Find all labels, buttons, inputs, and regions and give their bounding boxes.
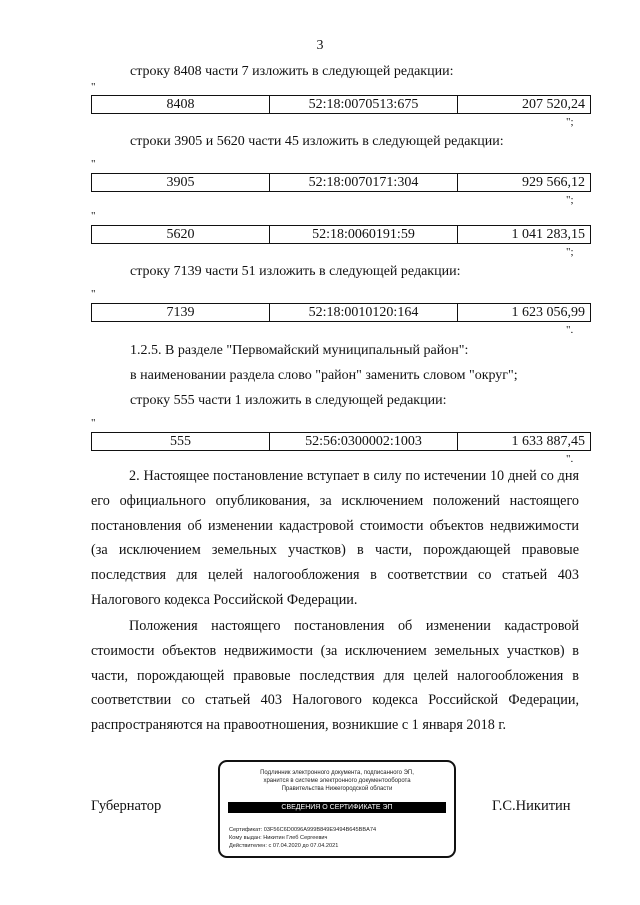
cadastral-number: 52:18:0060191:59 [270, 226, 458, 244]
open-quote: " [91, 210, 96, 222]
signatory-position: Губернатор [91, 798, 162, 814]
open-quote: " [91, 81, 96, 93]
cadastral-value: 929 566,12 [458, 174, 591, 192]
cadastral-value: 207 520,24 [458, 96, 591, 114]
e-signature-stamp [218, 760, 456, 858]
cadastral-number: 52:18:0010120:164 [270, 304, 458, 322]
cadastral-value: 1 041 283,15 [458, 226, 591, 244]
stamp-issued-to: Кому выдан: Никитин Глеб Сергеевич [229, 835, 328, 841]
instruction-8408: строку 8408 части 7 изложить в следующей редакции: [130, 64, 454, 79]
stamp-valid: Действителен: с 07.04.2020 до 07.04.2021 [229, 843, 339, 849]
row-number: 555 [92, 433, 270, 451]
stamp-line-3: Правительства Нижегородской области [281, 786, 393, 792]
table-row [91, 95, 591, 114]
paragraph-3 [91, 614, 579, 738]
close-quote: "; [566, 194, 574, 206]
cadastral-number: 52:18:0070513:675 [270, 96, 458, 114]
table-row [91, 432, 591, 451]
instruction-7139: строку 7139 части 51 изложить в следующей редакции: [130, 264, 461, 279]
stamp-title: СВЕДЕНИЯ О СЕРТИФИКАТЕ ЭП [228, 802, 446, 813]
paragraph-2 [91, 464, 579, 613]
row-number: 7139 [92, 304, 270, 322]
table-row [91, 303, 591, 322]
row-number: 8408 [92, 96, 270, 114]
cadastral-number: 52:56:0300002:1003 [270, 433, 458, 451]
stamp-line-1: Подлинник электронного документа, подписанного ЭП, [260, 770, 414, 776]
section-rename: в наименовании раздела слово "район" заменить словом "округ"; [130, 368, 518, 383]
cadastral-value: 1 623 056,99 [458, 304, 591, 322]
row-number: 5620 [92, 226, 270, 244]
section-heading: 1.2.5. В разделе "Первомайский муниципальный район": [130, 343, 469, 358]
open-quote: " [91, 158, 96, 170]
cadastral-value: 1 633 887,45 [458, 433, 591, 451]
instruction-555: строку 555 части 1 изложить в следующей редакции: [130, 393, 447, 408]
cadastral-number: 52:18:0070171:304 [270, 174, 458, 192]
signatory-name: Г.С.Никитин [492, 798, 571, 814]
stamp-certificate: Сертификат: 03F56C6D0096A999B849E9494B645BBA74 [229, 827, 377, 833]
close-quote: ". [566, 324, 574, 336]
open-quote: " [91, 288, 96, 300]
table-row [91, 173, 591, 192]
row-number: 3905 [92, 174, 270, 192]
paragraph-3-text: Положения настоящего постановления об изменении кадастровой стоимости объектов недвижимости (за исключением земельных участков) в части, порождающей правовые последствия для целей налогообложения в соответствии со статьей 403 Налогового кодекса Российской Федерации, распространяются на правоотношения, возникшие с 1 января 2018 г. [91, 618, 579, 734]
stamp-line-2: хранится в системе электронного документооборота [263, 778, 411, 784]
table-row [91, 225, 591, 244]
open-quote: " [91, 417, 96, 429]
instruction-3905-5620: строки 3905 и 5620 части 45 изложить в следующей редакции: [130, 134, 504, 149]
paragraph-2-text: 2. Настоящее постановление вступает в силу по истечении 10 дней со дня его официального опубликования, за исключением положений настоящего постановления об изменении кадастровой стоимости объектов недвижимости (за исключением земельных участков) в части, порождающей правовые последствия для целей налогообложения в соответствии со статьей 403 Налогового кодекса Российской Федерации. [91, 468, 579, 608]
close-quote: ". [566, 453, 574, 465]
close-quote: "; [566, 116, 574, 128]
page-number: 3 [316, 38, 324, 53]
close-quote: "; [566, 246, 574, 258]
